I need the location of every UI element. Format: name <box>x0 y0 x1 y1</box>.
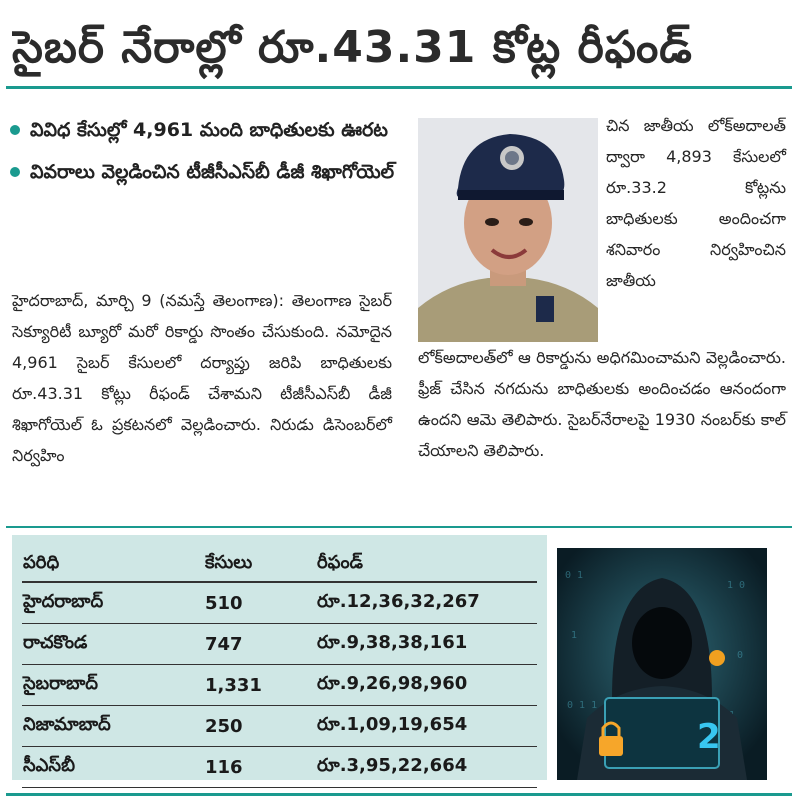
svg-text:0 1 1: 0 1 1 <box>567 700 598 711</box>
table-header-row <box>22 547 537 582</box>
svg-text:0: 0 <box>737 650 744 661</box>
svg-text:0 1: 0 1 <box>565 570 584 581</box>
refund-table-box <box>12 535 547 780</box>
bullet-icon <box>10 167 20 177</box>
officer-photo <box>418 118 598 342</box>
hacker-illustration <box>557 548 767 780</box>
refund-cell: రూ.12,36,32,267 <box>316 582 537 624</box>
table-row <box>22 582 537 624</box>
article-paragraph: హైదరాబాద్, మార్చి 9 (నమస్తే తెలంగాణ): తెలంగాణ సైబర్ సెక్యూరిటీ బ్యూరో మరో రికార్డు సొంతం చేసుకుంది. నమోదైన 4,961 సైబర్ కేసులలో దర్యాప్తు జరిపి బాధితులకు రూ.43.31 కోట్లు రీఫండ్ చేశామని టీజీసీఎస్‌బీ డీజీ శిఖాగోయెల్ ఓ ప్రకటనలో వెల్లడించారు. నిరుడు డిసెంబర్‌లో నిర్వహిం <box>12 291 392 465</box>
area-cell: నిజామాబాద్ <box>22 706 204 747</box>
highlight-item <box>10 157 400 187</box>
column-header-area: పరిధి <box>22 547 204 582</box>
cases-cell: 747 <box>204 624 316 665</box>
table-row <box>22 665 537 706</box>
bullet-icon <box>10 125 20 135</box>
cases-cell: 510 <box>204 582 316 624</box>
area-cell: హైదరాబాద్ <box>22 582 204 624</box>
column-header-refund: రీఫండ్ <box>316 547 537 582</box>
headline: సైబర్ నేరాల్లో రూ.43.31 కోట్ల రీఫండ్ <box>12 22 693 73</box>
highlight-item <box>10 115 400 145</box>
cases-cell: 1,331 <box>204 665 316 706</box>
bottom-rule <box>6 793 792 796</box>
refund-table <box>22 547 537 788</box>
refund-cell: రూ.1,09,19,654 <box>316 706 537 747</box>
highlight-text: వివిధ కేసుల్లో 4,961 మంది బాధితులకు ఊరట <box>30 119 388 141</box>
cases-cell: 250 <box>204 706 316 747</box>
article-paragraph: లోక్‌అదాలత్‌లో ఆ రికార్డును అధిగమించామని వెల్లడించారు. ఫ్రీజ్ చేసిన నగదును బాధితులకు అందించడం ఆనందంగా ఉందని ఆమె తెలిపారు. సైబర్‌నేరాలపై 1930 నంబర్‌కు కాల్ చేయాలని తెలిపారు. <box>418 348 786 460</box>
highlights <box>10 115 400 187</box>
article-body-wide <box>418 342 786 466</box>
svg-text:1: 1 <box>571 630 578 641</box>
area-cell: రాచకొండ <box>22 624 204 665</box>
table-row <box>22 706 537 747</box>
area-cell: సీఎస్‌బీ <box>22 747 204 788</box>
refund-cell: రూ.3,95,22,664 <box>316 747 537 788</box>
section-divider <box>6 526 792 528</box>
cases-cell: 116 <box>204 747 316 788</box>
highlight-text: వివరాలు వెల్లడించిన టీజీసీఎస్‌బీ డీజీ శిఖాగోయెల్ <box>30 161 395 183</box>
refund-cell: రూ.9,38,38,161 <box>316 624 537 665</box>
svg-text:1 0: 1 0 <box>727 580 746 591</box>
svg-text:2: 2 <box>697 717 721 757</box>
refund-cell: రూ.9,26,98,960 <box>316 665 537 706</box>
column-header-cases: కేసులు <box>204 547 316 582</box>
headline-rule <box>6 86 792 89</box>
table-row <box>22 624 537 665</box>
officer-portrait-image <box>418 118 598 342</box>
table-row <box>22 747 537 788</box>
hacker-image <box>557 548 767 780</box>
article-paragraph: చిన జాతీయ లోక్అదాలత్ ద్వారా 4,893 కేసులలో రూ.33.2 కోట్లను బాధితులకు అందించగా శనివారం నిర్వహించిన జాతీయ <box>606 116 786 290</box>
article-body-left <box>12 285 392 471</box>
area-cell: సైబరాబాద్ <box>22 665 204 706</box>
article-body-right <box>606 110 786 296</box>
